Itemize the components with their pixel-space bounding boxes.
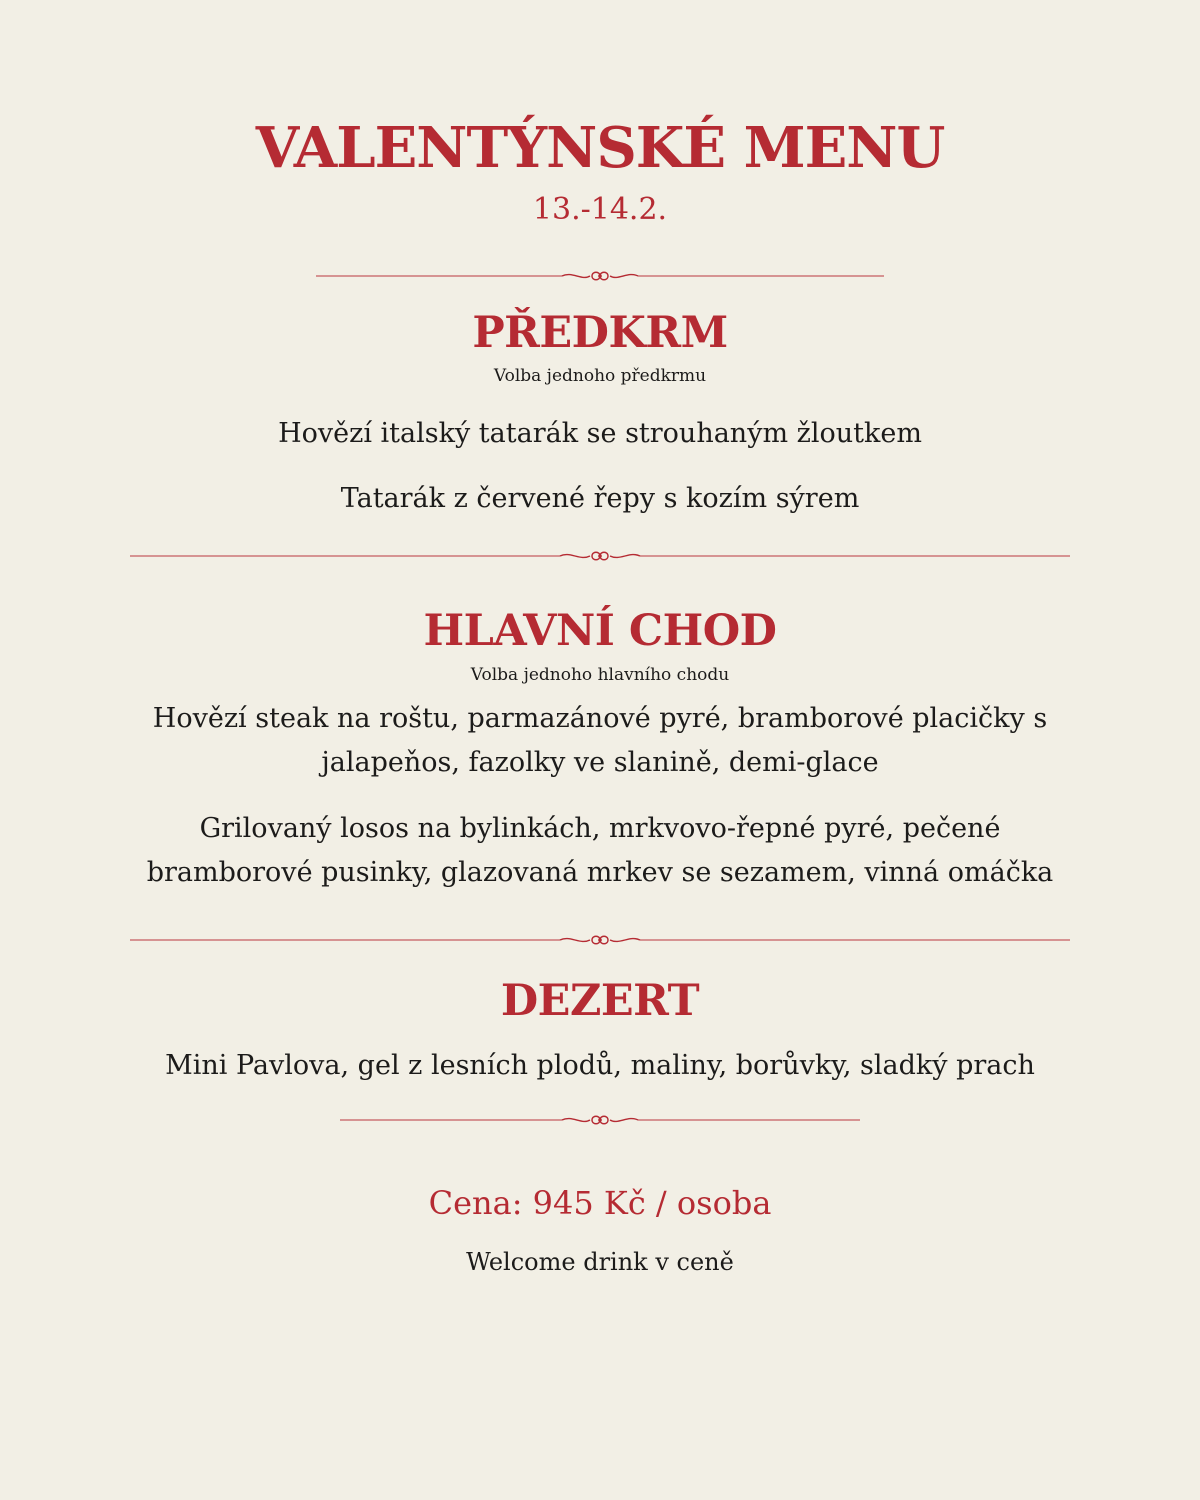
starter-item-1: Hovězí italský tatarák se strouhaným žloutkem	[278, 418, 922, 449]
dessert-title: DEZERT	[500, 976, 700, 1026]
main-title: HLAVNÍ CHOD	[423, 606, 777, 656]
menu-title: VALENTÝNSKÉ MENU	[255, 115, 945, 181]
starter-note: Volba jednoho předkrmu	[493, 366, 707, 386]
main-item-2	[0, 807, 1200, 895]
ornamental-divider-icon	[300, 266, 900, 286]
starter-title: PŘEDKRM	[472, 308, 728, 358]
main-item-1-line-2: jalapeňos, fazolky ve slanině, demi-glace	[321, 747, 879, 778]
starter-item-2: Tatarák z červené řepy s kozím sýrem	[340, 483, 860, 514]
main-item-2-line-1: Grilovaný losos na bylinkách, mrkvovo-řepné pyré, pečené	[199, 813, 1001, 844]
dessert-item-1: Mini Pavlova, gel z lesních plodů, maliny, borůvky, sladký prach	[165, 1050, 1035, 1081]
menu-dates: 13.-14.2.	[532, 192, 668, 227]
main-item-2-line-2: bramborové pusinky, glazovaná mrkev se sezamem, vinná omáčka	[146, 857, 1054, 888]
main-note: Volba jednoho hlavního chodu	[470, 665, 730, 685]
price-label: Cena: 945 Kč / osoba	[428, 1184, 772, 1222]
main-item-1	[0, 697, 1200, 785]
main-item-1-line-1: Hovězí steak na roštu, parmazánové pyré, bramborové placičky s	[152, 703, 1048, 734]
ornamental-divider-icon	[120, 546, 1080, 566]
welcome-drink-note: Welcome drink v ceně	[466, 1248, 734, 1276]
ornamental-divider-icon	[330, 1110, 870, 1130]
ornamental-divider-icon	[120, 930, 1080, 950]
